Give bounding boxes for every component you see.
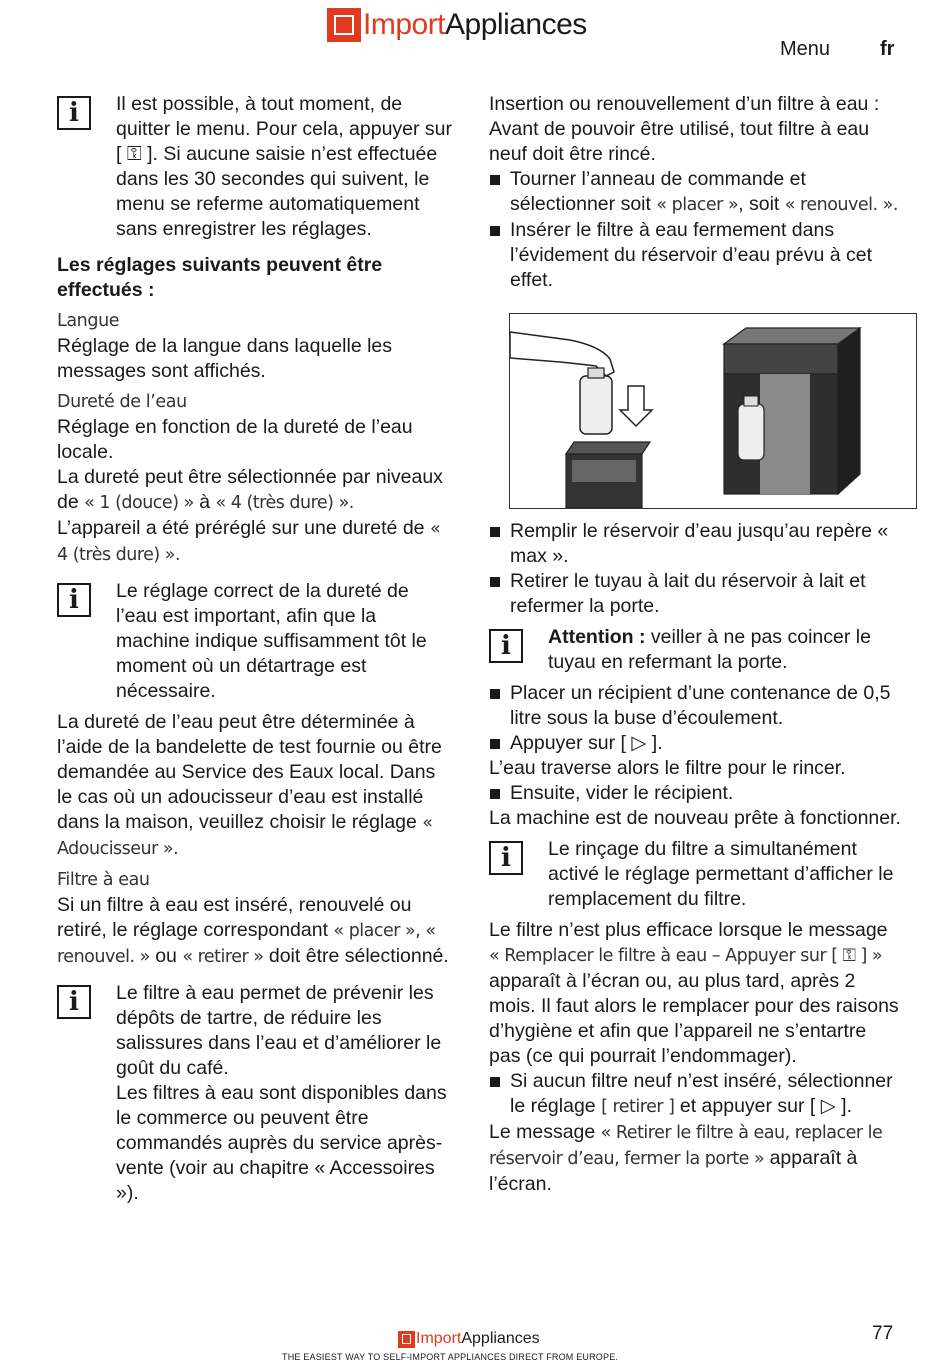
list-item — [489, 218, 901, 293]
text-span: apparaît à l’écran ou, au plus tard, après 2 mois. Il faut alors le remplacer pour des raisons d’hygiène et afin que l’appareil ne s’entartre pas (ce qui pourrait l’endommager). — [489, 970, 899, 1067]
section-heading: Les réglages suivants peuvent être effectués : — [57, 254, 383, 301]
text-span: Si un filtre à eau est inséré, renouvelé ou retiré, le réglage correspondant — [57, 894, 412, 941]
text-span: à — [193, 491, 216, 513]
info-icon: i — [489, 841, 523, 875]
note-text: Il est possible, à tout moment, de quitter le menu. Pour cela, appuyer sur [ ⚿ ]. Si aucune saisie n’est effectuée dans les 30 secondes qui suivent, le menu se referme automatiquement sans enregistrer les réglages. — [116, 93, 453, 240]
info-icon: i — [57, 985, 91, 1019]
info-note — [57, 92, 452, 242]
setting-desc-langue: Réglage de la langue dans laquelle les messages sont affichés. — [57, 335, 393, 382]
filter-expiry-paragraph — [489, 918, 901, 1069]
list-item — [489, 731, 901, 756]
language-code: fr — [880, 38, 895, 60]
attention-label: Attention : — [548, 626, 646, 648]
durete-default — [57, 516, 452, 568]
display-value: « 4 (très dure) ». — [215, 493, 354, 513]
info-icon: i — [57, 96, 91, 130]
list-item-text: Placer un récipient d’une contenance de 0,5 litre sous la buse d’écoulement. — [510, 682, 891, 729]
text-span: ou — [149, 945, 183, 967]
display-value: « Adoucisseur ». — [57, 813, 433, 859]
filter-insertion-illustration — [509, 313, 917, 509]
display-value: « placer » — [656, 195, 739, 215]
text-span: et appuyer sur [ ▷ ]. — [674, 1095, 853, 1117]
bullet-icon — [490, 226, 500, 236]
rinse-text: L’eau traverse alors le filtre pour le rincer. — [489, 757, 846, 779]
display-value: « Retirer le filtre à eau, replacer le réservoir d’eau, fermer la porte » — [489, 1123, 883, 1169]
list-item — [489, 681, 901, 731]
info-note — [489, 837, 901, 912]
info-note — [57, 981, 452, 1206]
logo-word-import: Import — [363, 8, 446, 41]
note-text — [548, 625, 901, 675]
setting-title-langue: Langue — [57, 311, 120, 331]
display-value: « 1 (douce) » — [84, 493, 194, 513]
list-item — [489, 167, 901, 218]
display-value: « placer », « renouvel. » — [57, 921, 436, 967]
setting-title-filtre: Filtre à eau — [57, 870, 150, 890]
text-span: La dureté peut être sélectionnée par niveaux de — [57, 466, 443, 513]
list-item — [489, 569, 901, 619]
text-span: L’appareil a été préréglé sur une dureté de — [57, 517, 430, 539]
list-item-text: Ensuite, vider le récipient. — [510, 782, 734, 804]
logo-word-appliances: Appliances — [461, 1330, 540, 1347]
display-value: « Remplacer le filtre à eau – Appuyer sur [ ⚿ ] » — [489, 946, 883, 966]
left-column — [57, 92, 452, 1206]
text-span: , soit — [738, 193, 785, 215]
bullet-icon — [490, 577, 500, 587]
display-value: « renouvel. ». — [784, 195, 898, 215]
filter-insertion-drawing — [510, 314, 916, 508]
text-span: Tourner l’anneau de commande et sélectionner soit — [510, 168, 806, 215]
list-item — [489, 519, 901, 569]
bullet-icon — [490, 175, 500, 185]
logo-square-icon — [327, 8, 361, 42]
note-text: Le rinçage du filtre a simultanément activé le réglage permettant d’afficher le remplacement du filtre. — [548, 838, 894, 910]
procedure-title: Insertion ou renouvellement d’un filtre à eau : — [489, 93, 880, 115]
procedure-intro: Avant de pouvoir être utilisé, tout filtre à eau neuf doit être rincé. — [489, 118, 870, 165]
attention-note — [489, 625, 901, 675]
info-icon: i — [489, 629, 523, 663]
right-column — [489, 92, 901, 1197]
logo-word-import: Import — [416, 1330, 462, 1347]
bullet-icon — [490, 789, 500, 799]
ready-text: La machine est de nouveau prête à fonctionner. — [489, 807, 901, 829]
durete-test-paragraph — [57, 710, 452, 862]
page-number: 77 — [872, 1323, 894, 1344]
text-span: La dureté de l’eau peut être déterminée à l’aide de la bandelette de test fournie ou être demandée au Service des Eaux local. Dans le cas où un adoucisseur d’eau est installé dans la maison, veuillez choisir le réglage — [57, 711, 442, 833]
text-span: Si aucun filtre neuf n’est inséré, sélectionner le réglage — [510, 1070, 893, 1117]
setting-desc-durete: Réglage en fonction de la dureté de l’eau locale. — [57, 416, 413, 463]
durete-levels — [57, 465, 452, 516]
list-item — [489, 1069, 901, 1120]
setting-desc-filtre — [57, 893, 452, 970]
bullet-icon — [490, 527, 500, 537]
bullet-icon — [490, 1077, 500, 1087]
footer-tagline: THE EASIEST WAY TO SELF-IMPORT APPLIANCES DIRECT FROM EUROPE. — [282, 1352, 619, 1362]
info-note — [57, 579, 452, 704]
final-message-paragraph — [489, 1120, 901, 1197]
text-span: apparaît à l’écran. — [489, 1147, 858, 1195]
text-span: Le message — [489, 1121, 601, 1143]
text-span: doit être sélectionné. — [263, 945, 449, 967]
display-value: [ retirer ] — [601, 1097, 675, 1117]
list-item — [489, 781, 901, 806]
text-span: veiller à ne pas coincer le tuyau en refermant la porte. — [548, 626, 871, 673]
bullet-icon — [490, 689, 500, 699]
list-item-text: Insérer le filtre à eau fermement dans l’évidement du réservoir d’eau prévu à cet effet. — [510, 219, 873, 291]
display-value: « retirer » — [182, 947, 264, 967]
bullet-icon — [490, 739, 500, 749]
info-icon: i — [57, 583, 91, 617]
note-paragraph: Le filtre à eau permet de prévenir les dépôts de tartre, de réduire les salissures dans l’eau et d’améliorer le goût du café. — [116, 982, 442, 1079]
display-value: « 4 (très dure) ». — [57, 519, 441, 565]
brand-logo — [327, 8, 587, 42]
note-text — [116, 981, 452, 1206]
list-item-text: Remplir le réservoir d’eau jusqu’au repère « max ». — [510, 520, 889, 567]
footer-logo — [398, 1330, 540, 1348]
list-item-text: Retirer le tuyau à lait du réservoir à lait et refermer la porte. — [510, 570, 866, 617]
note-paragraph: Les filtres à eau sont disponibles dans le commerce ou peuvent être commandés auprès du service après-vente (voir au chapitre « Accessoires »). — [116, 1082, 447, 1204]
logo-word-appliances: Appliances — [445, 8, 587, 41]
text-span: Le filtre n’est plus efficace lorsque le message — [489, 919, 888, 941]
note-text: Le réglage correct de la dureté de l’eau est important, afin que la machine indique suffisamment tôt le moment où un détartrage est nécessaire. — [116, 580, 427, 702]
section-title: Menu — [780, 38, 831, 60]
logo-square-icon — [398, 1331, 415, 1348]
list-item-text: Appuyer sur [ ▷ ]. — [510, 732, 663, 754]
setting-title-durete: Dureté de l’eau — [57, 392, 187, 412]
